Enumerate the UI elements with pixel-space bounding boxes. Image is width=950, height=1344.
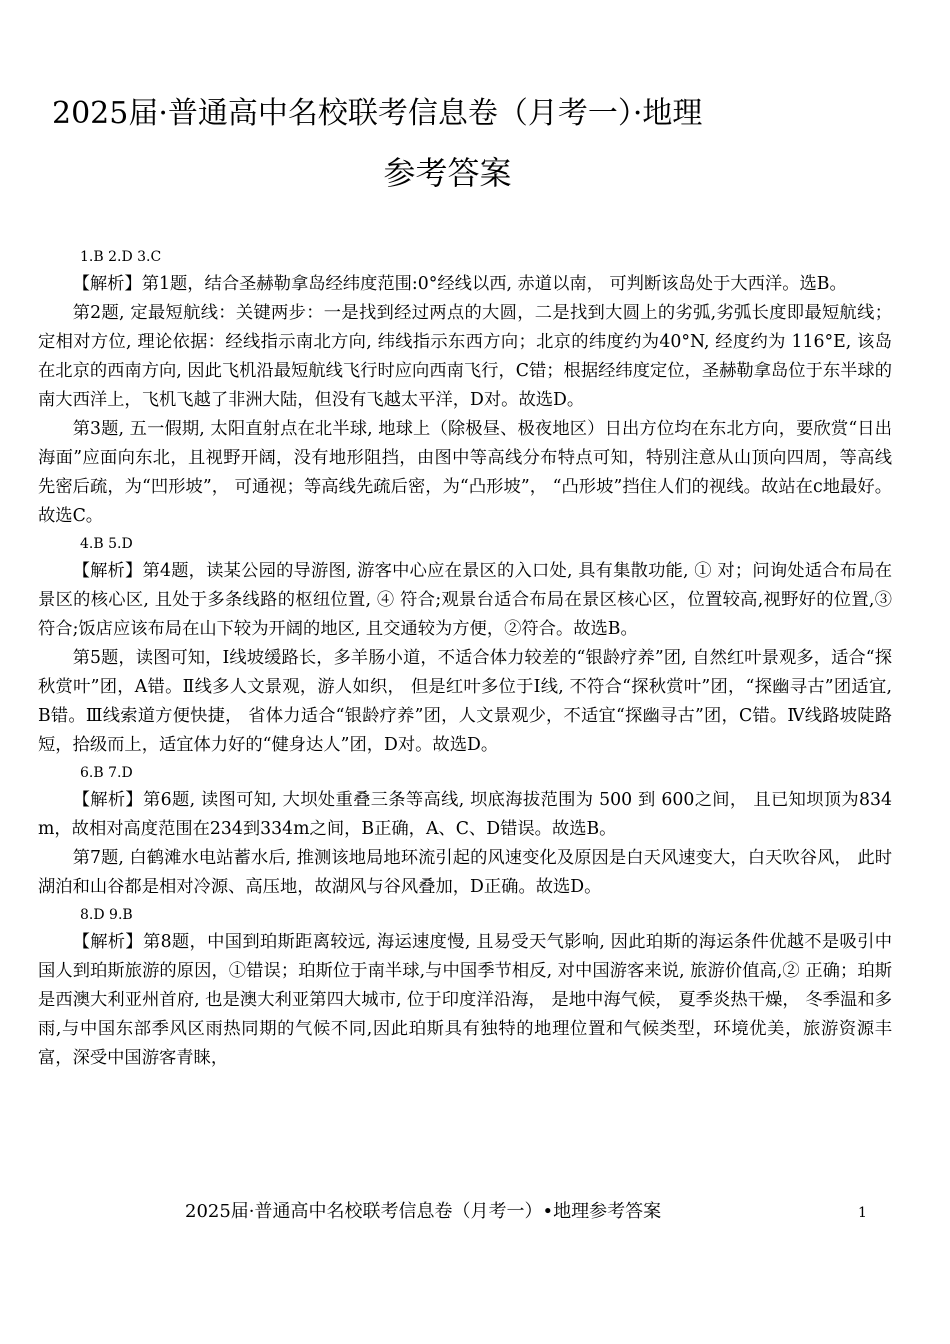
analysis-paragraph: 第7题, 白鹤滩水电站蓄水后, 推测该地局地环流引起的风速变化及原因是白天风速变大，白天吹谷风， 此时湖泊和山谷都是相对冷源、高压地，故湖风与谷风叠加，D正确。故选D。	[38, 848, 892, 897]
answer-key-8-9: 8.D 9.B	[80, 907, 133, 923]
analysis-paragraph: 【解析】第4题，读某公园的导游图, 游客中心应在景区的入口处, 具有集散功能, ① 对；问询处适合布局在景区的核心区, 且处于多条线路的枢纽位置, ④ 符合;观景台适合布局在景区核心区，位置较高,视野好的位置,③ 符合;饭店应该布局在山下较为开阔的地区, 且交通较为方便，②符合。故选B。	[38, 561, 892, 639]
answer-key-6-7: 6.B 7.D	[80, 765, 133, 781]
analysis-paragraph: 第3题, 五一假期, 太阳直射点在北半球, 地球上（除极昼、极夜地区）日出方位均在东北方向，要欣赏“日出海面”应面向东北，且视野开阔，没有地形阻挡，由图中等高线分布特点可知，特别注意从山顶向四周，等高线先密后疏，为“凹形坡”， 可通视；等高线先疏后密，为“凸形坡”， “凸形坡”挡住人们的视线。故站在c地最好。故选C。	[38, 419, 892, 526]
document-subtitle: 参考答案	[383, 154, 512, 192]
document-title: 2025届·普通高中名校联考信息卷（月考一）·地理	[52, 96, 703, 131]
analysis-paragraph: 【解析】第1题，结合圣赫勒拿岛经纬度范围:0°经线以西, 赤道以南， 可判断该岛处于大西洋。选B。	[72, 274, 847, 294]
analysis-paragraph: 【解析】第6题, 读图可知, 大坝处重叠三条等高线, 坝底海拔范围为 500 到 600之间， 且已知坝顶为834 m，故相对高度范围在234到334m之间，B正确，A、C、D错误。故选B。	[38, 790, 892, 839]
answer-content	[38, 244, 892, 1073]
answer-key-1-3: 1.B 2.D 3.C	[80, 249, 162, 265]
page-number: 1	[858, 1205, 867, 1221]
answer-key-4-5: 4.B 5.D	[80, 536, 133, 552]
analysis-paragraph: 第2题, 定最短航线：关键两步：一是找到经过两点的大圆，二是找到大圆上的劣弧,劣弧长度即最短航线；定相对方位, 理论依据：经线指示南北方向, 纬线指示东西方向；北京的纬度约为40°N, 经度约为 116°E, 该岛在北京的西南方向, 因此飞机沿最短航线飞行时应向西南飞行，C错；根据经纬度定位，圣赫勒拿岛位于东半球的南大西洋上，飞机飞越了非洲大陆，但没有飞越太平洋，D对。故选D。	[38, 303, 892, 410]
footer-title: 2025届·普通高中名校联考信息卷（月考一）•地理参考答案	[185, 1201, 662, 1222]
analysis-paragraph: 第5题，读图可知，Ⅰ线坡缓路长，多羊肠小道，不适合体力较差的“银龄疗养”团, 自然红叶景观多，适合“探秋赏叶”团，A错。Ⅱ线多人文景观，游人如织， 但是红叶多位于Ⅰ线, 不符合“探秋赏叶”团，“探幽寻古”团适宜, B错。Ⅲ线索道方便快捷， 省体力适合“银龄疗养”团，人文景观少，不适宜“探幽寻古”团，C错。Ⅳ线路坡陡路短，拾级而上，适宜体力好的“健身达人”团，D对。故选D。	[38, 648, 892, 755]
analysis-paragraph: 【解析】第8题，中国到珀斯距离较远, 海运速度慢, 且易受天气影响, 因此珀斯的海运条件优越不是吸引中国人到珀斯旅游的原因，①错误；珀斯位于南半球,与中国季节相反, 对中国游客来说, 旅游价值高,② 正确；珀斯是西澳大利亚州首府, 也是澳大利亚第四大城市, 位于印度洋沿海， 是地中海气候， 夏季炎热干燥， 冬季温和多雨,与中国东部季风区雨热同期的气候不同,因此珀斯具有独特的地理位置和气候类型，环境优美，旅游资源丰富，深受中国游客青睐，	[38, 932, 892, 1068]
